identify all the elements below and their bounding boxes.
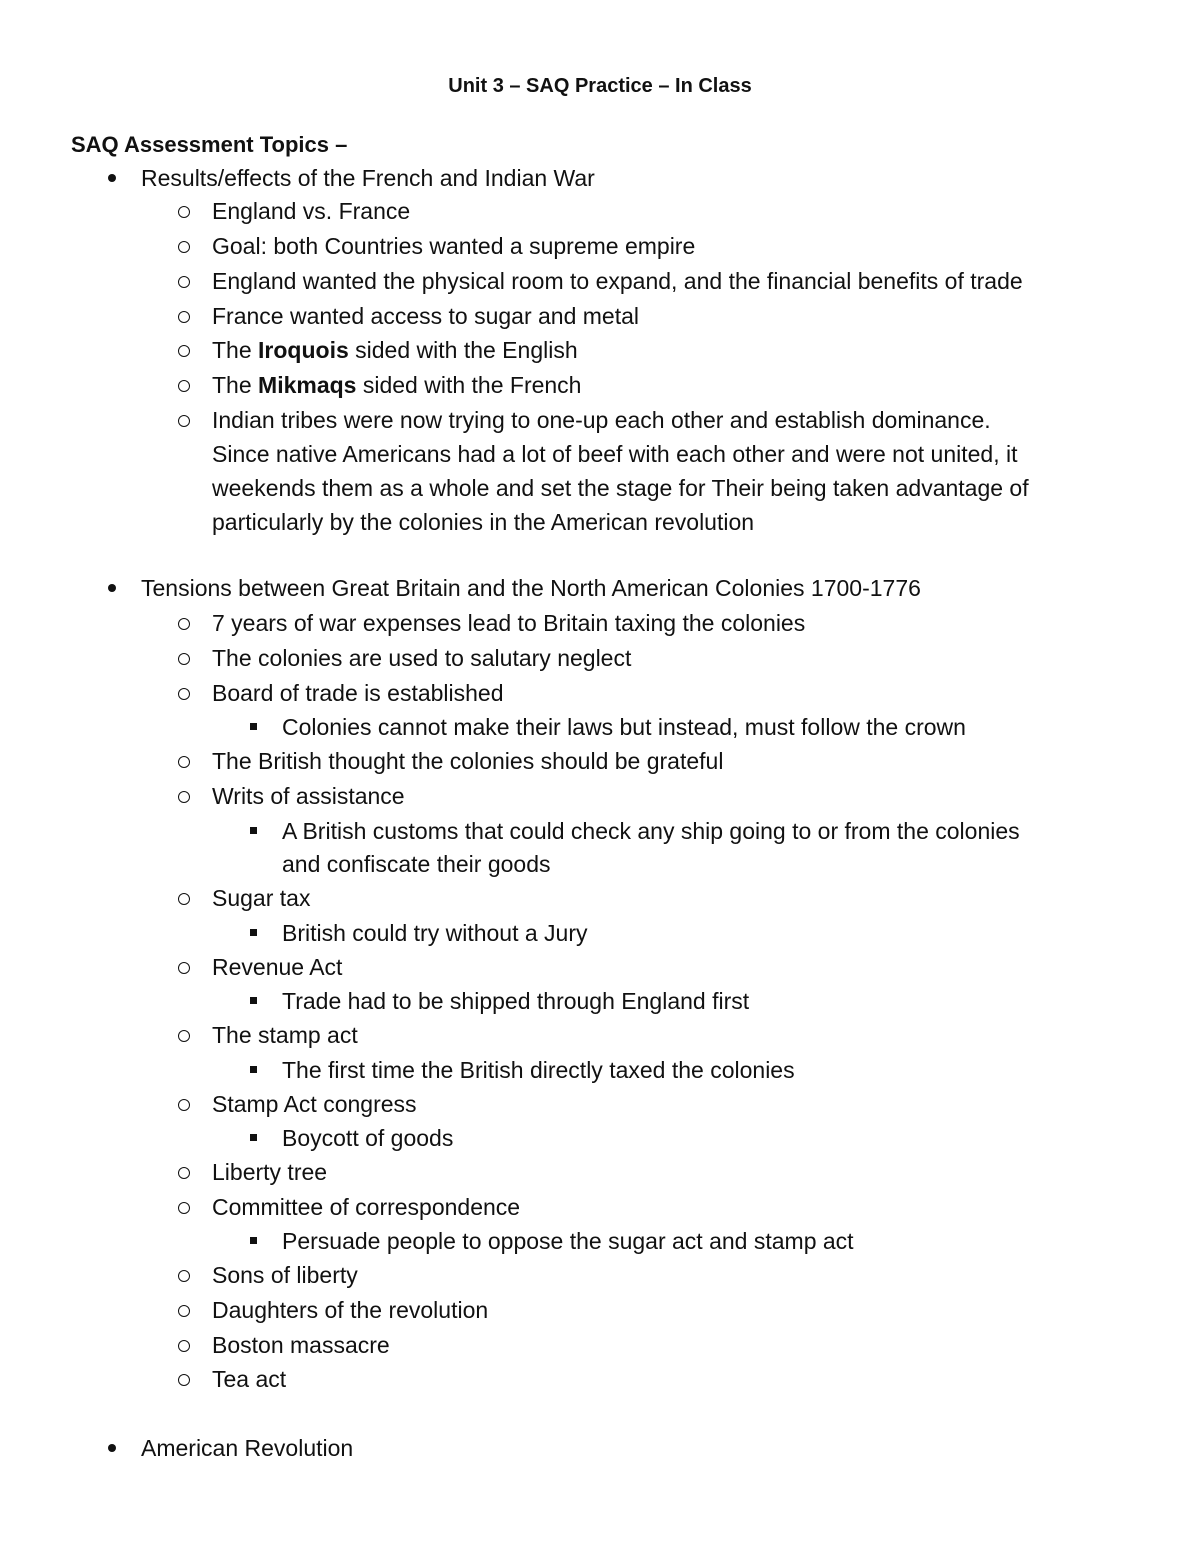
circle-bullet-icon	[175, 299, 195, 333]
square-bullet-icon	[246, 1224, 266, 1258]
list-item: Sons of liberty	[212, 1262, 358, 1288]
list-item: Committee of correspondence	[212, 1194, 521, 1220]
square-bullet-icon	[246, 814, 266, 848]
sub-list-item: Colonies cannot make their laws but instead, must follow the crown	[282, 714, 966, 740]
bullet-icon	[103, 161, 123, 195]
list-item: Board of trade is established	[212, 680, 504, 706]
list-item: Liberty tree	[212, 1159, 328, 1185]
circle-bullet-icon	[175, 606, 195, 640]
circle-bullet-icon	[175, 368, 195, 402]
page-title: Unit 3 – SAQ Practice – In Class	[448, 75, 752, 97]
circle-bullet-icon	[175, 1328, 195, 1362]
topic-american-revolution: American Revolution	[141, 1435, 354, 1461]
list-item: Daughters of the revolution	[212, 1297, 489, 1323]
list-item: England wanted the physical room to expand, and the financial benefits of trade	[212, 268, 1023, 294]
circle-bullet-icon	[175, 1293, 195, 1327]
sub-list-item: Boycott of goods	[282, 1125, 454, 1151]
circle-bullet-icon	[175, 1155, 195, 1189]
list-item-mikmaqs: The Mikmaqs sided with the French	[212, 372, 582, 398]
square-bullet-icon	[246, 710, 266, 744]
sub-list-item: A British customs that could check any ship going to or from the colonies	[282, 818, 1020, 844]
sub-list-item-cont: and confiscate their goods	[282, 851, 551, 877]
circle-bullet-icon	[175, 1258, 195, 1292]
topic-tensions: Tensions between Great Britain and the North American Colonies 1700-1776	[141, 575, 921, 601]
circle-bullet-icon	[175, 1018, 195, 1052]
circle-bullet-icon	[175, 229, 195, 263]
list-item: The colonies are used to salutary neglect	[212, 645, 632, 671]
list-item: Stamp Act congress	[212, 1091, 417, 1117]
list-item-tribes-cont: weekends them as a whole and set the stage for Their being taken advantage of	[212, 475, 1029, 501]
list-item: 7 years of war expenses lead to Britain taxing the colonies	[212, 610, 806, 636]
circle-bullet-icon	[175, 1087, 195, 1121]
list-item: Sugar tax	[212, 885, 311, 911]
sub-list-item: British could try without a Jury	[282, 920, 588, 946]
topic-french-indian-war: Results/effects of the French and Indian War	[141, 165, 595, 191]
circle-bullet-icon	[175, 1362, 195, 1396]
circle-bullet-icon	[175, 194, 195, 228]
circle-bullet-icon	[175, 950, 195, 984]
square-bullet-icon	[246, 916, 266, 950]
list-item: France wanted access to sugar and metal	[212, 303, 640, 329]
list-item-tribes: Indian tribes were now trying to one-up each other and establish dominance.	[212, 407, 991, 433]
circle-bullet-icon	[175, 264, 195, 298]
sub-list-item: Persuade people to oppose the sugar act and stamp act	[282, 1228, 854, 1254]
circle-bullet-icon	[175, 881, 195, 915]
list-item: Tea act	[212, 1366, 287, 1392]
circle-bullet-icon	[175, 333, 195, 367]
bullet-icon	[103, 1431, 123, 1465]
section-heading: SAQ Assessment Topics –	[71, 132, 348, 157]
mikmaqs-term: Mikmaqs	[258, 372, 357, 398]
bullet-icon	[103, 571, 123, 605]
list-item: Revenue Act	[212, 954, 343, 980]
square-bullet-icon	[246, 984, 266, 1018]
list-item: The stamp act	[212, 1022, 358, 1048]
circle-bullet-icon	[175, 676, 195, 710]
sub-list-item: The first time the British directly taxed the colonies	[282, 1057, 795, 1083]
iroquois-term: Iroquois	[258, 337, 349, 363]
circle-bullet-icon	[175, 779, 195, 813]
circle-bullet-icon	[175, 403, 195, 437]
square-bullet-icon	[246, 1121, 266, 1155]
list-item: Writs of assistance	[212, 783, 405, 809]
circle-bullet-icon	[175, 744, 195, 778]
list-item-tribes-cont: particularly by the colonies in the American revolution	[212, 509, 755, 535]
circle-bullet-icon	[175, 1190, 195, 1224]
square-bullet-icon	[246, 1053, 266, 1087]
list-item: England vs. France	[212, 198, 411, 224]
sub-list-item: Trade had to be shipped through England first	[282, 988, 750, 1014]
list-item: The British thought the colonies should be grateful	[212, 748, 724, 774]
list-item-tribes-cont: Since native Americans had a lot of beef with each other and were not united, it	[212, 441, 1018, 467]
list-item-iroquois: The Iroquois sided with the English	[212, 337, 578, 363]
circle-bullet-icon	[175, 641, 195, 675]
list-item: Goal: both Countries wanted a supreme empire	[212, 233, 696, 259]
list-item: Boston massacre	[212, 1332, 390, 1358]
